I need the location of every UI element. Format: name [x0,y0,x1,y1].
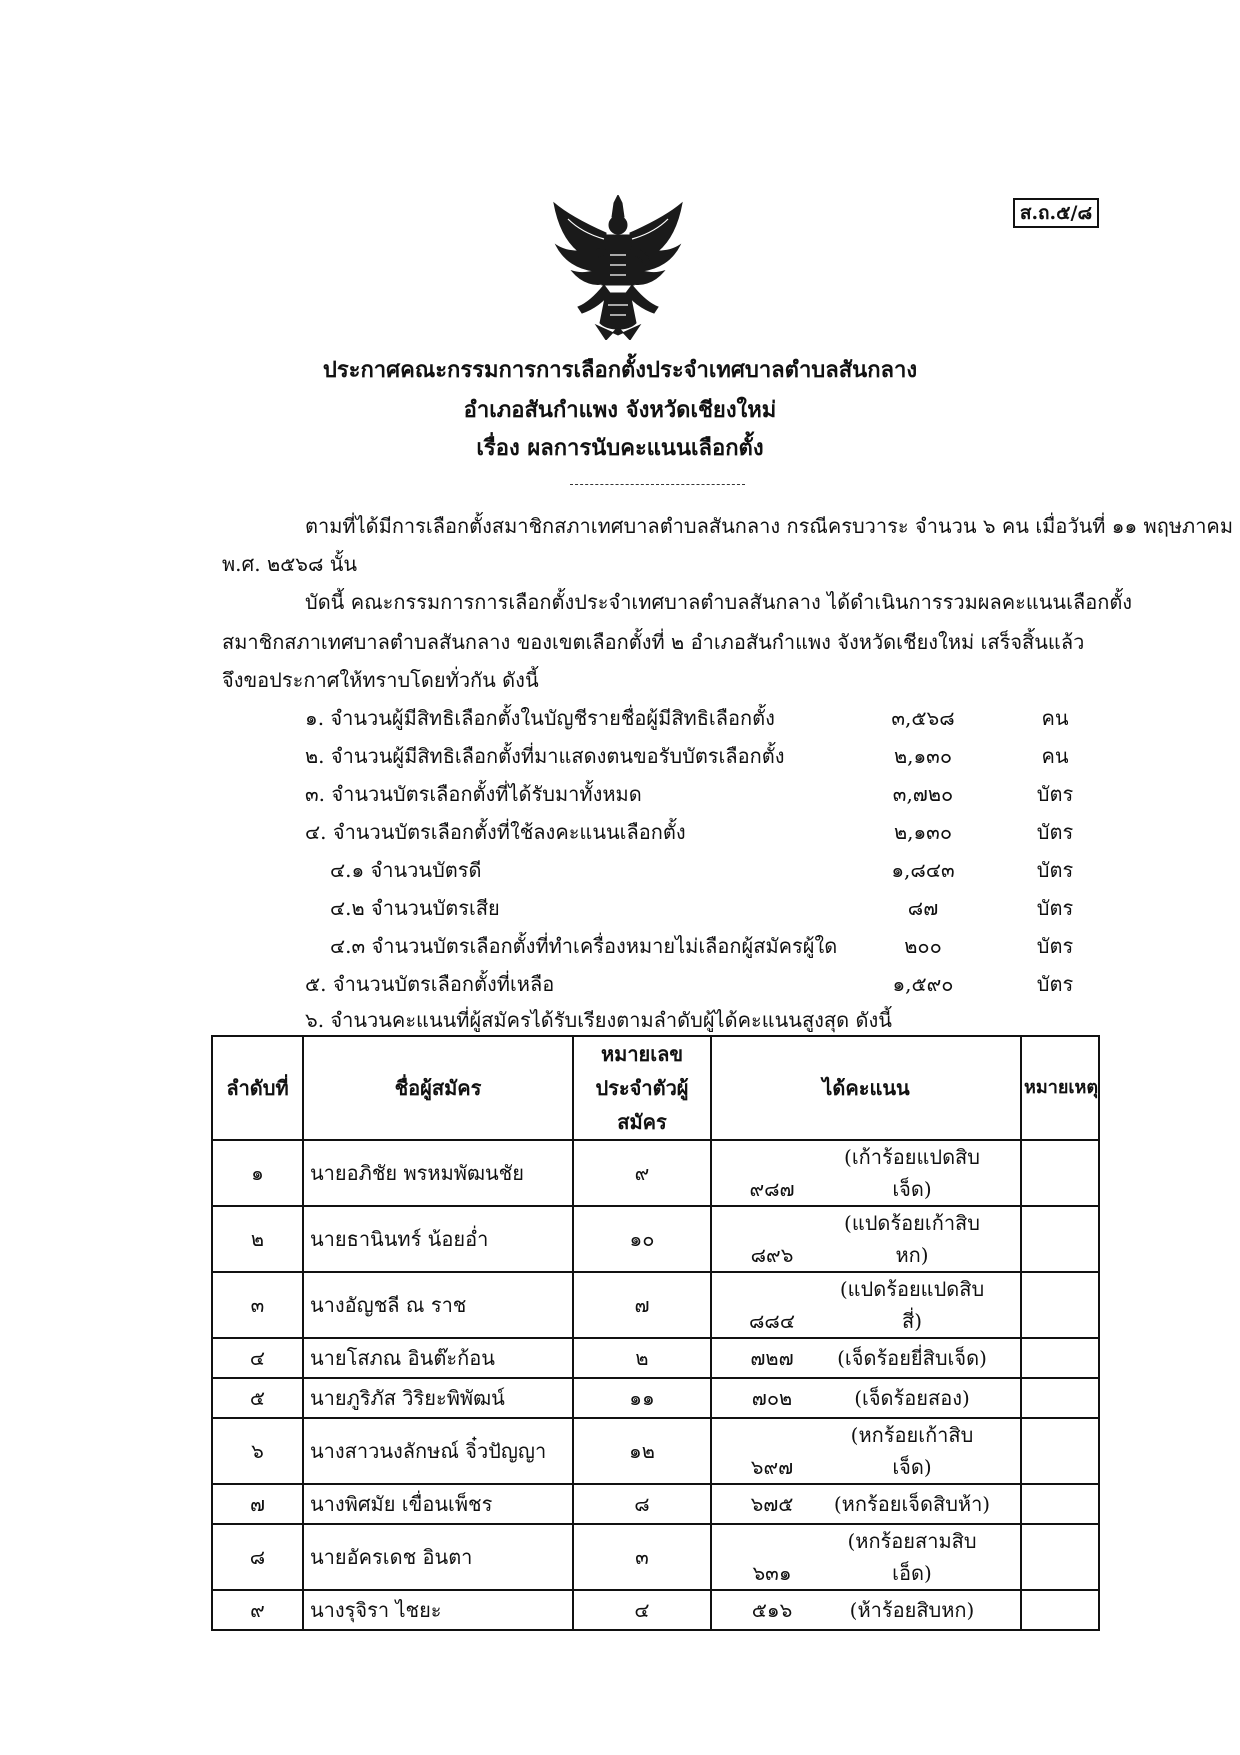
name-cell: นายอภิชัย พรหมพัฒนชัย [303,1140,573,1206]
summary-value: ๒,๑๓๐ [893,820,953,844]
table-row [212,1338,1099,1378]
rank-cell: ๕ [212,1378,303,1418]
summary-unit: บัตร [1036,858,1074,882]
results-table [211,1035,1100,1631]
summary-value: ๓,๕๖๘ [891,706,955,730]
name-cell: นางพิศมัย เขื่อนเพ็ชร [303,1484,573,1524]
summary-row [0,854,1240,884]
score-value: ๕๑๖ [751,1598,793,1622]
table-row [212,1524,1099,1590]
score-cell [711,1524,1021,1590]
table-row [212,1206,1099,1272]
remark-cell [1021,1338,1099,1378]
summary-label: ๓. จำนวนบัตรเลือกตั้งที่ได้รับมาทั้งหมด [305,782,642,806]
candidate-number-cell: ๙ [573,1140,711,1206]
score-words: (หกร้อยสามสิบเอ็ด) [847,1529,977,1585]
score-value: ๖๙๗ [750,1455,794,1479]
heading-divider [570,484,745,485]
score-value: ๗๒๗ [750,1346,794,1370]
paragraph-2-line-1: บัดนี้ คณะกรรมการการเลือกตั้งประจำเทศบาลตำบลสันกลาง ได้ดำเนินการรวมผลคะแนนเลือกตั้ง [305,590,1133,614]
summary-row [0,930,1240,960]
summary-unit: บัตร [1036,972,1074,996]
summary-unit: บัตร [1036,820,1074,844]
score-words: (แปดร้อยแปดสิบสี่) [839,1277,985,1333]
remark-cell [1021,1484,1099,1524]
announcement-subject: เรื่อง ผลการนับคะแนนเลือกตั้ง [476,435,764,461]
summary-label: ๔.๑ จำนวนบัตรดี [330,858,482,882]
paragraph-1-line-2: พ.ศ. ๒๕๖๘ นั้น [222,552,358,576]
name-cell: นายธานินทร์ น้อยอ่ำ [303,1206,573,1272]
score-cell [711,1272,1021,1338]
summary-label: ๔.๓ จำนวนบัตรเลือกตั้งที่ทำเครื่องหมายไม่เลือกผู้สมัครผู้ใด [330,934,838,958]
paragraph-1-line-1: ตามที่ได้มีการเลือกตั้งสมาชิกสภาเทศบาลตำบลสันกลาง กรณีครบวาระ จำนวน ๖ คน เมื่อวันที่ ๑๑ พฤษภาคม [305,514,1233,538]
score-value: ๙๘๗ [749,1177,795,1201]
name-cell: นายอัครเดช อินตา [303,1524,573,1590]
name-cell: นายภูริภัส วิริยะพิพัฒน์ [303,1378,573,1418]
summary-value: ๘๗ [907,896,939,920]
summary-value: ๑,๘๔๓ [891,858,955,882]
summary-label: ๔. จำนวนบัตรเลือกตั้งที่ใช้ลงคะแนนเลือกตั้ง [305,820,686,844]
score-value: ๘๙๖ [750,1243,794,1267]
summary-unit: คน [1041,744,1069,768]
announcement-district: อำเภอสันกำแพง จังหวัดเชียงใหม่ [463,397,777,423]
summary-row [0,702,1240,732]
table-row [212,1590,1099,1630]
remark-cell [1021,1206,1099,1272]
candidate-number-cell: ๓ [573,1524,711,1590]
summary-value: ๒,๑๓๐ [893,744,953,768]
table-row [212,1140,1099,1206]
summary-unit: บัตร [1036,934,1074,958]
announcement-title: ประกาศคณะกรรมการการเลือกตั้งประจำเทศบาลตำบลสันกลาง [322,357,918,383]
name-cell: นางรุจิรา ไชยะ [303,1590,573,1630]
summary-row [0,816,1240,846]
header-number [573,1036,711,1140]
score-value: ๘๘๔ [749,1309,795,1333]
header-number-line-2: ประจำตัวผู้สมัคร [595,1076,689,1134]
rank-cell: ๖ [212,1418,303,1484]
score-words: (หกร้อยเจ็ดสิบห้า) [833,1492,991,1516]
summary-value: ๑,๕๙๐ [892,972,954,996]
score-words: (ห้าร้อยสิบหก) [849,1598,975,1622]
candidate-number-cell: ๑๐ [573,1206,711,1272]
table-row [212,1418,1099,1484]
remark-cell [1021,1272,1099,1338]
score-cell [711,1484,1021,1524]
summary-value: ๒๐๐ [904,934,942,958]
remark-cell [1021,1378,1099,1418]
score-value: ๖๓๑ [752,1561,792,1585]
score-words: (เจ็ดร้อยสอง) [854,1386,970,1410]
header-name: ชื่อผู้สมัคร [303,1036,573,1140]
rank-cell: ๓ [212,1272,303,1338]
summary-unit: คน [1041,706,1069,730]
name-cell: นางอัญชลี ณ ราช [303,1272,573,1338]
score-cell [711,1418,1021,1484]
remark-cell [1021,1140,1099,1206]
candidate-number-cell: ๗ [573,1272,711,1338]
rank-cell: ๘ [212,1524,303,1590]
candidate-number-cell: ๔ [573,1590,711,1630]
score-value: ๗๐๒ [751,1386,793,1410]
paragraph-2-line-3: จึงขอประกาศให้ทราบโดยทั่วกัน ดังนี้ [222,668,539,692]
name-cell: นางสาวนงลักษณ์ จิ๋วปัญญา [303,1418,573,1484]
garuda-emblem-icon [548,195,688,340]
summary-unit: บัตร [1036,896,1074,920]
score-cell [711,1378,1021,1418]
score-value: ๖๗๕ [750,1492,794,1516]
candidate-number-cell: ๑๒ [573,1418,711,1484]
header-rank: ลำดับที่ [212,1036,303,1140]
summary-label: ๑. จำนวนผู้มีสิทธิเลือกตั้งในบัญชีรายชื่อผู้มีสิทธิเลือกตั้ง [305,706,775,730]
score-cell [711,1206,1021,1272]
remark-cell [1021,1590,1099,1630]
summary-row [0,778,1240,808]
results-intro: ๖. จำนวนคะแนนที่ผู้สมัครได้รับเรียงตามลำดับผู้ได้คะแนนสูงสุด ดังนี้ [305,1008,892,1032]
score-words: (เจ็ดร้อยยี่สิบเจ็ด) [837,1346,987,1370]
remark-cell [1021,1524,1099,1590]
header-score: ได้คะแนน [711,1036,1021,1140]
rank-cell: ๗ [212,1484,303,1524]
score-words: (เก้าร้อยแปดสิบเจ็ด) [844,1145,980,1201]
remark-cell [1021,1418,1099,1484]
score-cell [711,1140,1021,1206]
rank-cell: ๑ [212,1140,303,1206]
score-cell [711,1338,1021,1378]
table-row [212,1484,1099,1524]
score-words: (แปดร้อยเก้าสิบหก) [844,1211,980,1267]
candidate-number-cell: ๒ [573,1338,711,1378]
summary-label: ๕. จำนวนบัตรเลือกตั้งที่เหลือ [305,972,555,996]
summary-row [0,968,1240,998]
summary-label: ๔.๒ จำนวนบัตรเสีย [330,896,500,920]
summary-row [0,892,1240,922]
paragraph-2-line-2: สมาชิกสภาเทศบาลตำบลสันกลาง ของเขตเลือกตั้งที่ ๒ อำเภอสันกำแพง จังหวัดเชียงใหม่ เสร็จสิ้นแล้ว [222,630,1085,654]
table-row [212,1378,1099,1418]
name-cell: นายโสภณ อินต๊ะก้อน [303,1338,573,1378]
form-code-box: ส.ถ.๕/๘ [1013,198,1099,228]
rank-cell: ๒ [212,1206,303,1272]
summary-value: ๓,๗๒๐ [892,782,954,806]
header-number-line-1: หมายเลข [600,1042,684,1066]
table-header-row [212,1036,1099,1140]
table-row [212,1272,1099,1338]
summary-row [0,740,1240,770]
score-cell [711,1590,1021,1630]
score-words: (หกร้อยเก้าสิบเจ็ด) [850,1423,974,1479]
rank-cell: ๙ [212,1590,303,1630]
header-remark: หมายเหตุ [1021,1036,1099,1140]
candidate-number-cell: ๘ [573,1484,711,1524]
summary-unit: บัตร [1036,782,1074,806]
candidate-number-cell: ๑๑ [573,1378,711,1418]
summary-label: ๒. จำนวนผู้มีสิทธิเลือกตั้งที่มาแสดงตนขอรับบัตรเลือกตั้ง [305,744,785,768]
rank-cell: ๔ [212,1338,303,1378]
